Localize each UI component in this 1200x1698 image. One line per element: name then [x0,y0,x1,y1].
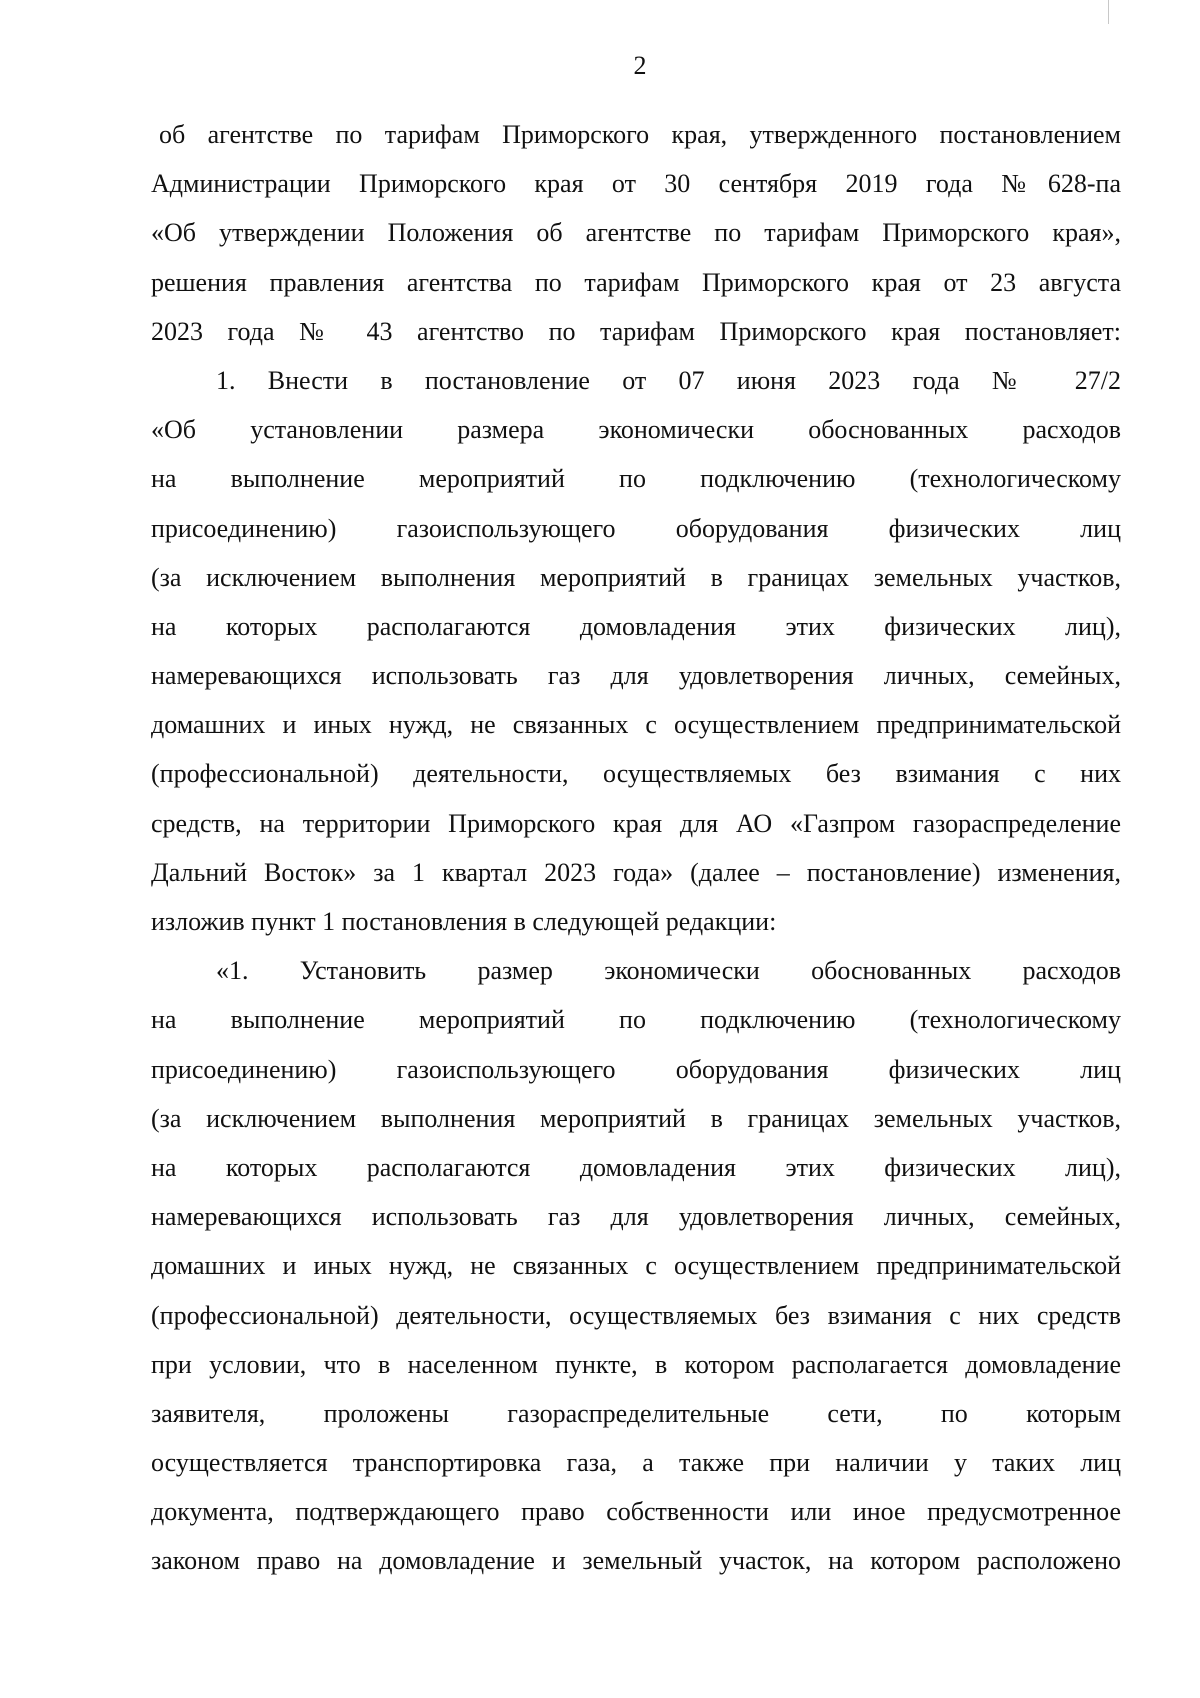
text-line: документа, подтверждающего право собственности или иное предусмотренное [151,1497,1121,1527]
text-line: Дальний Восток» за 1 квартал 2023 года» (далее – постановление) изменения, [151,857,1121,887]
text-line: решения правления агентства по тарифам Приморского края от 23 августа [151,267,1121,297]
text-line: законом право на домовладение и земельный участок, на котором расположено [151,1546,1121,1576]
text-line: намеревающихся использовать газ для удовлетворения личных, семейных, [151,661,1121,691]
text-line: осуществляется транспортировка газа, а также при наличии у таких лиц [151,1448,1121,1478]
text-line: «Об установлении размера экономически обоснованных расходов [151,415,1121,445]
text-line: на выполнение мероприятий по подключению (технологическому [151,1005,1121,1035]
text-line: на выполнение мероприятий по подключению (технологическому [151,464,1121,494]
text-line: на которых располагаются домовладения этих физических лиц), [151,1152,1121,1182]
text-line: 1. Внести в постановление от 07 июня 2023 года № 27/2 [216,365,1121,395]
text-line: домашних и иных нужд, не связанных с осуществлением предпринимательской [151,1251,1121,1281]
text-line: домашних и иных нужд, не связанных с осуществлением предпринимательской [151,710,1121,740]
document-body [151,110,1121,1586]
text-line: заявителя, проложены газораспределительные сети, по которым [151,1398,1121,1428]
text-line: об агентстве по тарифам Приморского края, утвержденного постановлением [159,120,1121,149]
text-line: средств, на территории Приморского края для АО «Газпром газораспределение [151,808,1121,838]
text-line: (за исключением выполнения мероприятий в границах земельных участков, [151,562,1121,592]
text-line: (профессиональной) деятельности, осуществляемых без взимания с них [151,759,1121,789]
text-line: намеревающихся использовать газ для удовлетворения личных, семейных, [151,1202,1121,1232]
text-line: «1. Установить размер экономически обоснованных расходов [216,956,1121,986]
text-line: 2023 года № 43 агентство по тарифам Приморского края постановляет: [151,316,1121,346]
text-line: (профессиональной) деятельности, осуществляемых без взимания с них средств [151,1300,1121,1330]
text-line: (за исключением выполнения мероприятий в границах земельных участков, [151,1103,1121,1133]
page-number: 2 [633,51,647,80]
text-line: присоединению) газоиспользующего оборудования физических лиц [151,513,1121,543]
text-line: изложив пункт 1 постановления в следующей редакции: [151,907,777,936]
text-line: Администрации Приморского края от 30 сентября 2019 года №628-па [151,169,1121,199]
scan-edge-mark [1108,0,1109,24]
text-line: на которых располагаются домовладения этих физических лиц), [151,611,1121,641]
text-line: присоединению) газоиспользующего оборудования физических лиц [151,1054,1121,1084]
text-line: «Об утверждении Положения об агентстве по тарифам Приморского края», [151,218,1121,248]
text-line: при условии, что в населенном пункте, в котором располагается домовладение [151,1349,1121,1379]
